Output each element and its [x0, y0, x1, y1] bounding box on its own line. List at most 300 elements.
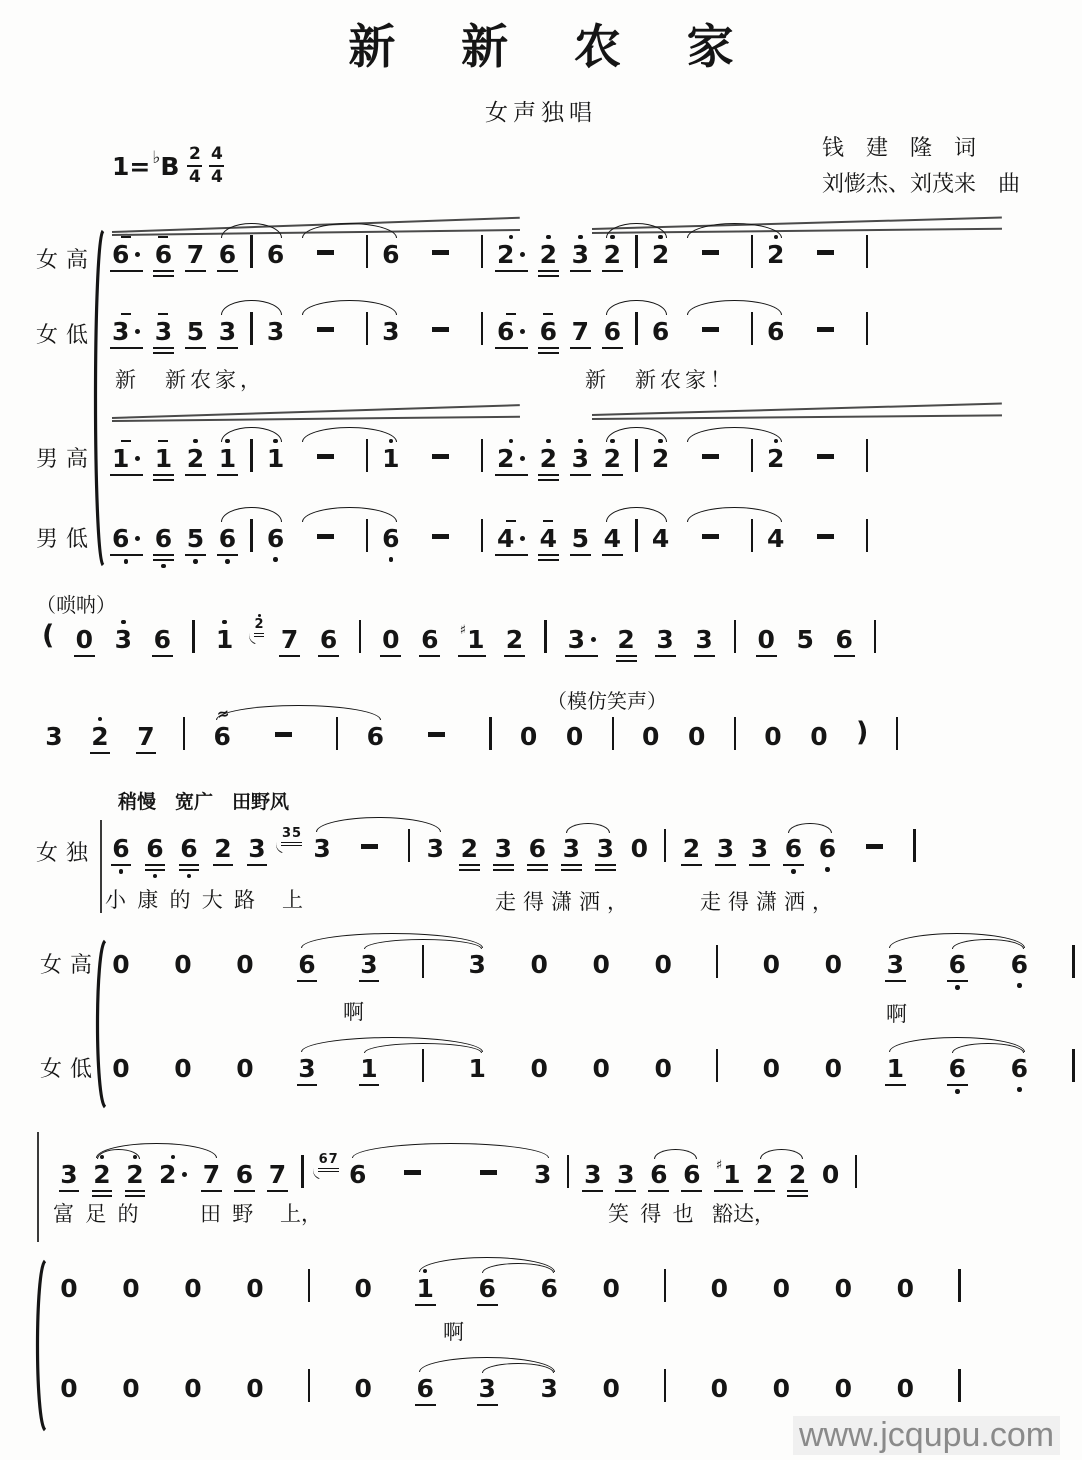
beam-line	[602, 474, 623, 476]
beam-line	[90, 752, 111, 754]
duration-dash	[480, 1170, 497, 1175]
octave-dot-high	[658, 439, 663, 444]
note-token	[948, 938, 966, 991]
barline	[408, 829, 410, 862]
beam-line	[477, 1304, 498, 1306]
note-digit-row	[584, 1161, 601, 1188]
note-digit-row	[122, 1375, 139, 1402]
note-digit: 6	[478, 1274, 496, 1303]
note-token	[382, 305, 400, 356]
note-token	[617, 1148, 635, 1201]
note-token	[750, 822, 768, 875]
barline	[866, 312, 868, 345]
note-digit-row	[154, 626, 171, 653]
note-token	[154, 432, 172, 490]
barline	[1072, 1049, 1074, 1082]
note-token	[571, 305, 589, 358]
octave-dot-high	[509, 439, 514, 444]
note-digit: 0	[519, 722, 538, 751]
big-paren: (	[42, 620, 55, 651]
below-marks	[955, 982, 960, 991]
barline	[635, 235, 637, 268]
note-digit-row	[764, 723, 781, 750]
note-token	[603, 305, 621, 358]
note-digit-row	[572, 318, 589, 345]
big-paren: )	[855, 717, 869, 748]
slur-group	[886, 938, 1028, 991]
note-digit-row	[269, 1161, 286, 1188]
note-digit-row	[604, 241, 621, 268]
note-token	[948, 1042, 966, 1095]
note-digit: 0	[821, 1160, 840, 1189]
slur-group	[360, 1042, 486, 1095]
barline	[359, 620, 361, 653]
octave-dot-low	[119, 869, 124, 874]
note-token	[218, 228, 236, 281]
note-digit: 3	[562, 834, 580, 863]
underline-beams	[91, 752, 109, 754]
note-digit-row	[267, 318, 284, 345]
rest-note	[810, 710, 828, 761]
note-digit-row	[530, 951, 547, 978]
beam-line	[885, 980, 906, 982]
duration-dash	[317, 454, 334, 459]
grace-note	[282, 823, 301, 846]
note-digit-row	[236, 1055, 253, 1082]
underline-beams	[886, 980, 904, 982]
underline-beams	[202, 1190, 220, 1192]
note-digit-row	[568, 626, 596, 653]
lyrics-solo1-b: 走得潇洒，	[495, 890, 635, 914]
note-token	[886, 1042, 904, 1095]
note-digit-row	[112, 525, 140, 552]
beam-line	[217, 347, 238, 349]
barline	[336, 717, 338, 750]
slur-group	[299, 512, 400, 563]
duration-dash	[817, 250, 834, 255]
duration-dash	[702, 327, 719, 332]
beam-line	[538, 270, 559, 272]
note-digit: 6	[348, 1160, 367, 1189]
slur-group	[603, 512, 669, 565]
note-token	[767, 432, 785, 483]
note-token	[568, 613, 596, 666]
note-token	[382, 228, 400, 279]
underline-beams	[186, 270, 204, 272]
note-token	[202, 1148, 220, 1201]
note-digit: 0	[772, 1274, 791, 1303]
note-digit-row	[159, 1161, 187, 1188]
below-marks	[825, 864, 830, 873]
note-digit: 0	[174, 950, 192, 979]
beam-line	[153, 275, 174, 277]
note-digit-row	[112, 318, 140, 345]
note-digit-row	[497, 445, 525, 472]
voice-label-alto-2: 女低	[40, 1056, 101, 1081]
underline-beams	[154, 270, 172, 277]
note-token	[382, 512, 400, 563]
note-token	[528, 822, 546, 880]
lyrics-bottom-ah: 啊	[443, 1320, 464, 1344]
note-digit-row	[360, 951, 377, 978]
octave-dot-high	[658, 235, 663, 240]
note-digit-row	[810, 723, 827, 750]
beam-line	[504, 655, 525, 657]
note-digit: 2	[539, 444, 558, 473]
note-digit: 3	[656, 625, 674, 654]
augmentation-dot	[135, 252, 140, 257]
beam-line	[185, 347, 206, 349]
notation-line-bottom-alto	[60, 1362, 961, 1415]
note-token	[360, 1042, 378, 1095]
note-token	[652, 228, 670, 279]
note-digit-row	[604, 525, 621, 552]
octave-dot-low	[955, 1089, 960, 1094]
beam-line	[655, 655, 676, 657]
underline-beams	[126, 1190, 144, 1197]
note-digit: 0	[184, 1374, 202, 1403]
note-digit-row	[652, 241, 669, 268]
duration-dash	[317, 327, 334, 332]
underline-beams	[571, 270, 589, 272]
note-digit: 7	[186, 240, 205, 269]
note-digit: 0	[654, 950, 672, 979]
note-digit: 3	[617, 1160, 635, 1189]
note-digit: 4	[603, 524, 622, 553]
note-digit: 0	[762, 950, 781, 979]
lyrics-solo2-c: 上，	[280, 1202, 322, 1226]
slur-group	[684, 512, 785, 563]
octave-dot-high	[578, 439, 583, 444]
barline	[481, 519, 483, 552]
note-token	[562, 822, 580, 880]
note-token	[416, 1262, 434, 1315]
underline-beams	[494, 864, 512, 871]
note-digit: 3	[695, 625, 713, 654]
note-digit: 6	[835, 625, 853, 654]
slur-group	[603, 228, 669, 281]
note-digit: 1	[154, 444, 173, 473]
note-token	[186, 432, 204, 485]
underline-beams	[497, 270, 525, 272]
rest-note	[382, 613, 400, 666]
barline	[308, 1269, 310, 1302]
below-marks	[161, 561, 166, 570]
beam-line	[749, 864, 770, 866]
rest-note	[112, 1042, 130, 1093]
note-digit: 0	[382, 625, 400, 654]
beam-line	[458, 655, 487, 657]
barline	[612, 717, 614, 750]
barline	[366, 312, 368, 345]
note-token	[460, 613, 485, 666]
barline	[308, 1369, 310, 1402]
octave-dash-high	[158, 440, 168, 443]
note-digit-row	[1011, 951, 1028, 978]
lyrics-solo2-e: 豁达，	[712, 1202, 775, 1226]
rest-note	[246, 1262, 264, 1313]
note-digit: 0	[772, 1374, 791, 1403]
time-signature-24: $\frac{2}{4}$	[189, 144, 201, 187]
note-digit: 3	[571, 444, 590, 473]
note-digit-row	[540, 525, 557, 552]
underline-beams	[716, 864, 734, 866]
note-digit: 0	[630, 834, 648, 863]
note-token	[186, 228, 204, 281]
underline-beams	[112, 270, 140, 272]
slur-group	[213, 704, 385, 761]
beam-line	[92, 1195, 113, 1197]
barline	[751, 439, 753, 472]
note-digit: 6	[218, 524, 237, 553]
beam-line	[267, 1190, 288, 1192]
note-digit-row	[180, 835, 197, 862]
underline-beams	[528, 864, 546, 871]
note-token	[468, 938, 486, 989]
note-digit: 2	[496, 444, 515, 473]
octave-dot-low	[193, 559, 198, 564]
note-digit: 6	[651, 317, 670, 346]
note-digit-row	[497, 525, 525, 552]
rest-note	[174, 1042, 192, 1093]
barline	[250, 439, 252, 472]
rest-note	[354, 1262, 372, 1313]
note-token	[114, 613, 132, 664]
note-digit-row	[360, 1055, 377, 1082]
underline-beams	[682, 864, 700, 866]
note-digit: 0	[236, 950, 254, 979]
slur-group	[313, 822, 444, 873]
note-digit: 0	[592, 1054, 610, 1083]
beam-line	[297, 1084, 318, 1086]
below-marks	[193, 556, 198, 565]
time-signature-44: $\frac{4}{4}$	[211, 144, 223, 187]
octave-dot-high	[389, 439, 394, 444]
note-token	[617, 613, 635, 671]
barline	[866, 235, 868, 268]
note-token	[267, 512, 285, 563]
note-token	[571, 432, 589, 485]
slur-group	[886, 1042, 1028, 1095]
grace-beam	[281, 845, 302, 847]
below-marks	[1017, 980, 1022, 989]
note-digit-row	[650, 1161, 667, 1188]
note-digit-row	[382, 318, 399, 345]
note-digit: 4	[496, 524, 515, 553]
note-digit-row	[572, 445, 589, 472]
note-digit: 1	[723, 1160, 741, 1189]
beam-line	[527, 869, 548, 871]
note-digit: 4	[767, 524, 785, 553]
octave-dot-high	[193, 439, 198, 444]
note-digit-row	[789, 1161, 806, 1188]
octave-dot-high	[98, 717, 103, 722]
note-digit-row	[597, 835, 614, 862]
below-marks	[1017, 1084, 1022, 1093]
voice-label-tenor: 男高	[36, 446, 97, 471]
note-digit: 3	[313, 834, 331, 863]
augmentation-dot	[135, 456, 140, 461]
rest-note	[602, 1362, 620, 1413]
note-digit: 0	[354, 1374, 372, 1403]
note-digit-row	[112, 1055, 129, 1082]
beam-line	[153, 352, 174, 354]
note-digit: 0	[174, 1054, 192, 1083]
grace-note	[319, 1149, 338, 1172]
note-digit-row	[60, 1161, 77, 1188]
note-digit-row	[711, 1375, 728, 1402]
note-token	[154, 228, 172, 286]
beam-line	[694, 655, 715, 657]
rest-note	[184, 1362, 202, 1413]
note-token	[695, 613, 713, 666]
note-digit: 0	[710, 1274, 729, 1303]
note-digit-row	[534, 1161, 551, 1188]
note-digit-row	[112, 835, 129, 862]
rest-note	[772, 1262, 790, 1313]
barline	[896, 717, 898, 750]
beam-line	[136, 752, 157, 754]
rest-note	[236, 938, 254, 989]
note-digit: 0	[896, 1274, 915, 1303]
beam-line	[419, 655, 440, 657]
beam-line	[110, 347, 143, 349]
underline-beams	[218, 347, 236, 349]
note-digit-row	[76, 626, 93, 653]
note-digit: 3	[154, 317, 173, 346]
rest-note	[174, 938, 192, 989]
note-digit: 3	[716, 834, 735, 863]
underline-beams	[603, 270, 621, 272]
augmentation-dot	[520, 252, 525, 257]
augmentation-dot	[135, 536, 140, 541]
note-digit: 2	[460, 834, 478, 863]
octave-dot-high	[546, 439, 551, 444]
note-digit: 4	[539, 524, 558, 553]
beam-line	[153, 554, 174, 556]
underline-beams	[656, 655, 674, 657]
note-digit: 3	[266, 317, 285, 346]
note-token	[460, 822, 478, 880]
note-digit: 6	[767, 317, 785, 346]
underline-beams	[360, 980, 378, 982]
duration-dash	[361, 844, 378, 849]
note-digit: 6	[603, 317, 622, 346]
beam-line	[648, 1190, 669, 1192]
underline-beams	[186, 347, 204, 349]
note-digit-row	[631, 835, 648, 862]
beam-line	[570, 270, 591, 272]
note-token	[539, 228, 557, 286]
note-digit: 0	[60, 1374, 78, 1403]
note-digit-row	[246, 1375, 263, 1402]
octave-dot-low	[389, 557, 394, 562]
note-digit: 0	[810, 722, 828, 751]
note-digit-row	[184, 1275, 201, 1302]
beam-line	[495, 474, 528, 476]
note-digit-row	[540, 1375, 557, 1402]
note-digit-row	[715, 1158, 741, 1189]
underline-beams	[460, 864, 478, 871]
octave-dot-low	[225, 559, 230, 564]
note-token	[652, 305, 670, 356]
underline-beams	[497, 554, 525, 556]
rest-note	[530, 938, 548, 989]
octave-dot-high	[610, 439, 615, 444]
note-digit-row	[836, 626, 853, 653]
note-digit-row	[416, 1275, 433, 1302]
duration-dash	[432, 454, 449, 459]
underline-beams	[584, 1190, 602, 1192]
note-digit-row	[652, 445, 669, 472]
note-digit: 6	[146, 834, 164, 863]
underline-beams	[218, 270, 236, 272]
note-digit-row	[60, 1275, 77, 1302]
underline-beams	[571, 347, 589, 349]
duration-dash	[317, 250, 334, 255]
underline-beams	[756, 1190, 774, 1192]
note-digit-row	[174, 1055, 191, 1082]
note-digit-row	[683, 835, 700, 862]
note-digit-row	[887, 1055, 904, 1082]
beam-line	[495, 554, 528, 556]
rest-note	[654, 1042, 672, 1093]
system-left-line	[100, 820, 102, 913]
notation-line-soprano-1	[112, 228, 868, 286]
underline-beams	[603, 474, 621, 476]
beam-line	[493, 864, 514, 866]
note-digit-row	[427, 835, 444, 862]
note-token	[416, 1362, 434, 1415]
barline	[716, 1049, 718, 1082]
beam-line	[570, 347, 591, 349]
note-digit-row	[767, 525, 784, 552]
slur-group	[603, 432, 669, 485]
rest-note	[592, 938, 610, 989]
voice-label-bass: 男低	[36, 526, 97, 551]
note-digit-row	[617, 626, 634, 653]
note-digit: 6	[948, 950, 967, 979]
note-digit: 2	[682, 834, 701, 863]
beam-line	[538, 474, 559, 476]
note-token	[214, 822, 232, 875]
note-digit: 6	[266, 240, 285, 269]
note-digit-row	[572, 241, 589, 268]
slur-group	[948, 1042, 1028, 1095]
note-token	[796, 613, 814, 664]
underline-beams	[571, 474, 589, 476]
beam-line	[570, 554, 591, 556]
note-digit-row	[897, 1375, 914, 1402]
beam-line	[885, 1084, 906, 1086]
note-digit: 2	[603, 240, 622, 269]
beam-line	[110, 270, 143, 272]
note-digit: 5	[186, 524, 205, 553]
note-digit: 0	[602, 1374, 620, 1403]
beam-line	[582, 1190, 603, 1192]
below-marks	[225, 556, 230, 565]
song-title: 新 新 农 家	[348, 22, 752, 74]
note-token	[146, 822, 164, 880]
note-digit-row	[112, 241, 140, 268]
barline	[958, 1369, 960, 1402]
barline	[751, 312, 753, 345]
note-digit-row	[60, 1375, 77, 1402]
beam-line	[185, 270, 206, 272]
note-digit: 2	[767, 444, 785, 473]
barline	[366, 235, 368, 268]
barline	[635, 439, 637, 472]
